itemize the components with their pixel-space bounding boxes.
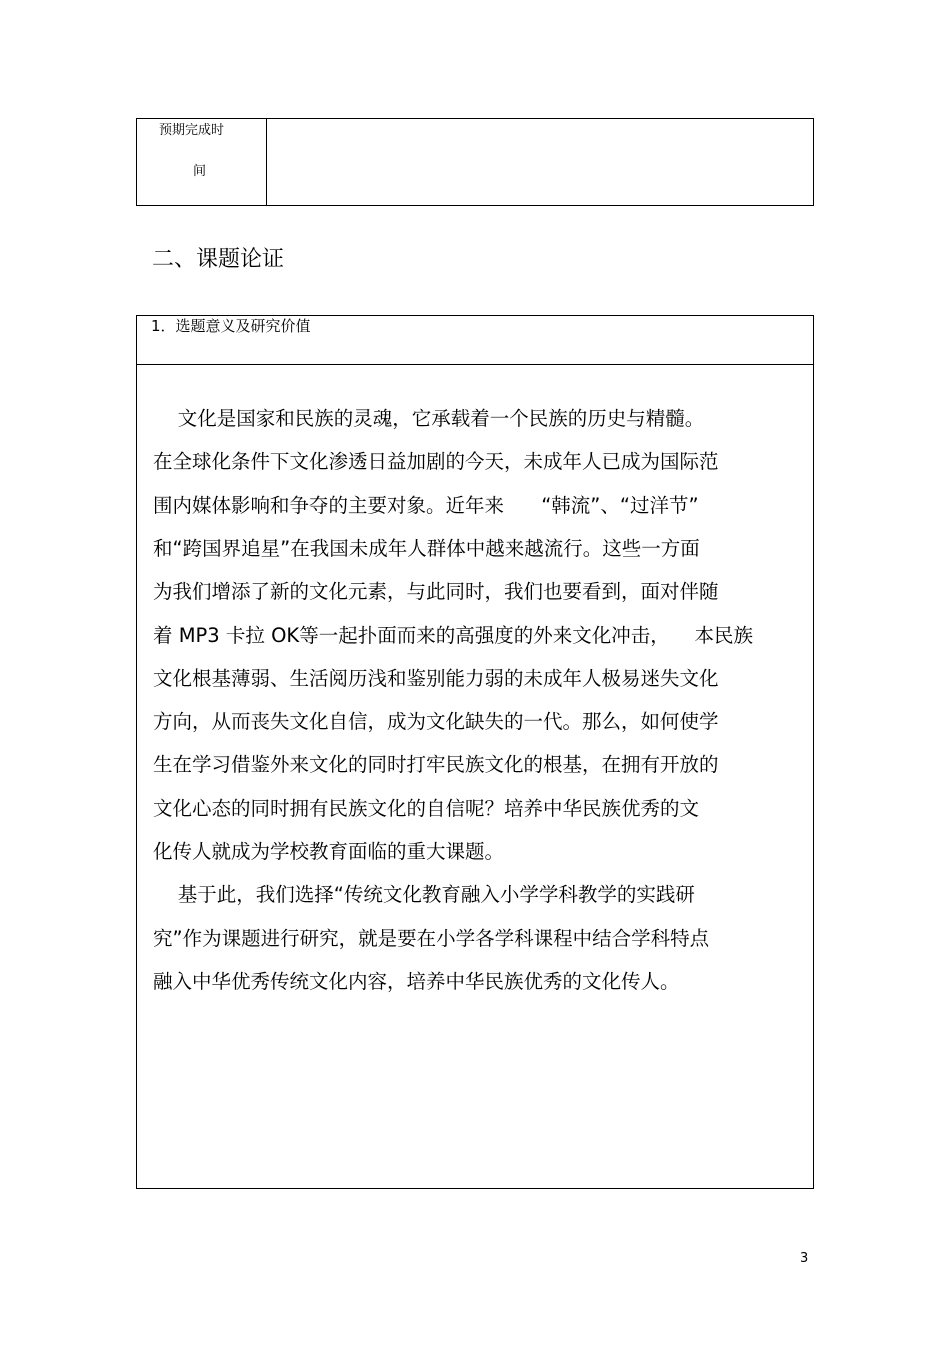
section-heading: 二、课题论证 (152, 247, 285, 272)
paragraph-line: 文化根基薄弱、生活阅历浅和鉴别能力弱的未成年人极易迷失文化 (153, 666, 719, 690)
section1-table (136, 315, 814, 1189)
paragraph-line: 在全球化条件下文化渗透日益加剧的今天，未成年人已成为国际范 (153, 450, 719, 474)
paragraph-line: 文化是国家和民族的灵魂，它承载着一个民族的历史与精髓。 (153, 407, 705, 430)
completion-time-label-line1: 预期完成时 (159, 123, 225, 138)
page-number: 3 (800, 1251, 809, 1266)
completion-time-label-line2: 间 (193, 164, 207, 179)
paragraph-line: 文化心态的同时拥有民族文化的自信呢？培养中华民族优秀的文 (153, 796, 700, 820)
paragraph-line: 围内媒体影响和争夺的主要对象。近年来 “韩流”、“过洋节” (153, 493, 699, 517)
paragraph-line: 方向，从而丧失文化自信，成为文化缺失的一代。那么，如何使学 (153, 710, 719, 734)
table-divider (266, 119, 267, 205)
paragraph-line: 生在学习借鉴外来文化的同时打牢民族文化的根基，在拥有开放的 (153, 753, 719, 777)
table-divider (137, 364, 813, 365)
paragraph-line: 基于此，我们选择“传统文化教育融入小学学科教学的实践研 (153, 883, 695, 907)
paragraph-line: 和“跨国界追星”在我国未成年人群体中越来越流行。这些一方面 (153, 536, 700, 560)
paragraph-line: 化传人就成为学校教育面临的重大课题。 (153, 840, 505, 863)
section1-title: 1．选题意义及研究价值 (151, 317, 311, 335)
paragraph-line: 为我们增添了新的文化元素，与此同时，我们也要看到，面对伴随 (153, 580, 719, 604)
completion-time-table (136, 118, 814, 206)
paragraph-line: 融入中华优秀传统文化内容，培养中华民族优秀的文化传人。 (153, 969, 680, 993)
paragraph-line: 着 MP3 卡拉 OK等一起扑面而来的高强度的外来文化冲击， 本民族 (153, 623, 754, 647)
paragraph-line: 究”作为课题进行研究，就是要在小学各学科课程中结合学科特点 (153, 926, 710, 950)
